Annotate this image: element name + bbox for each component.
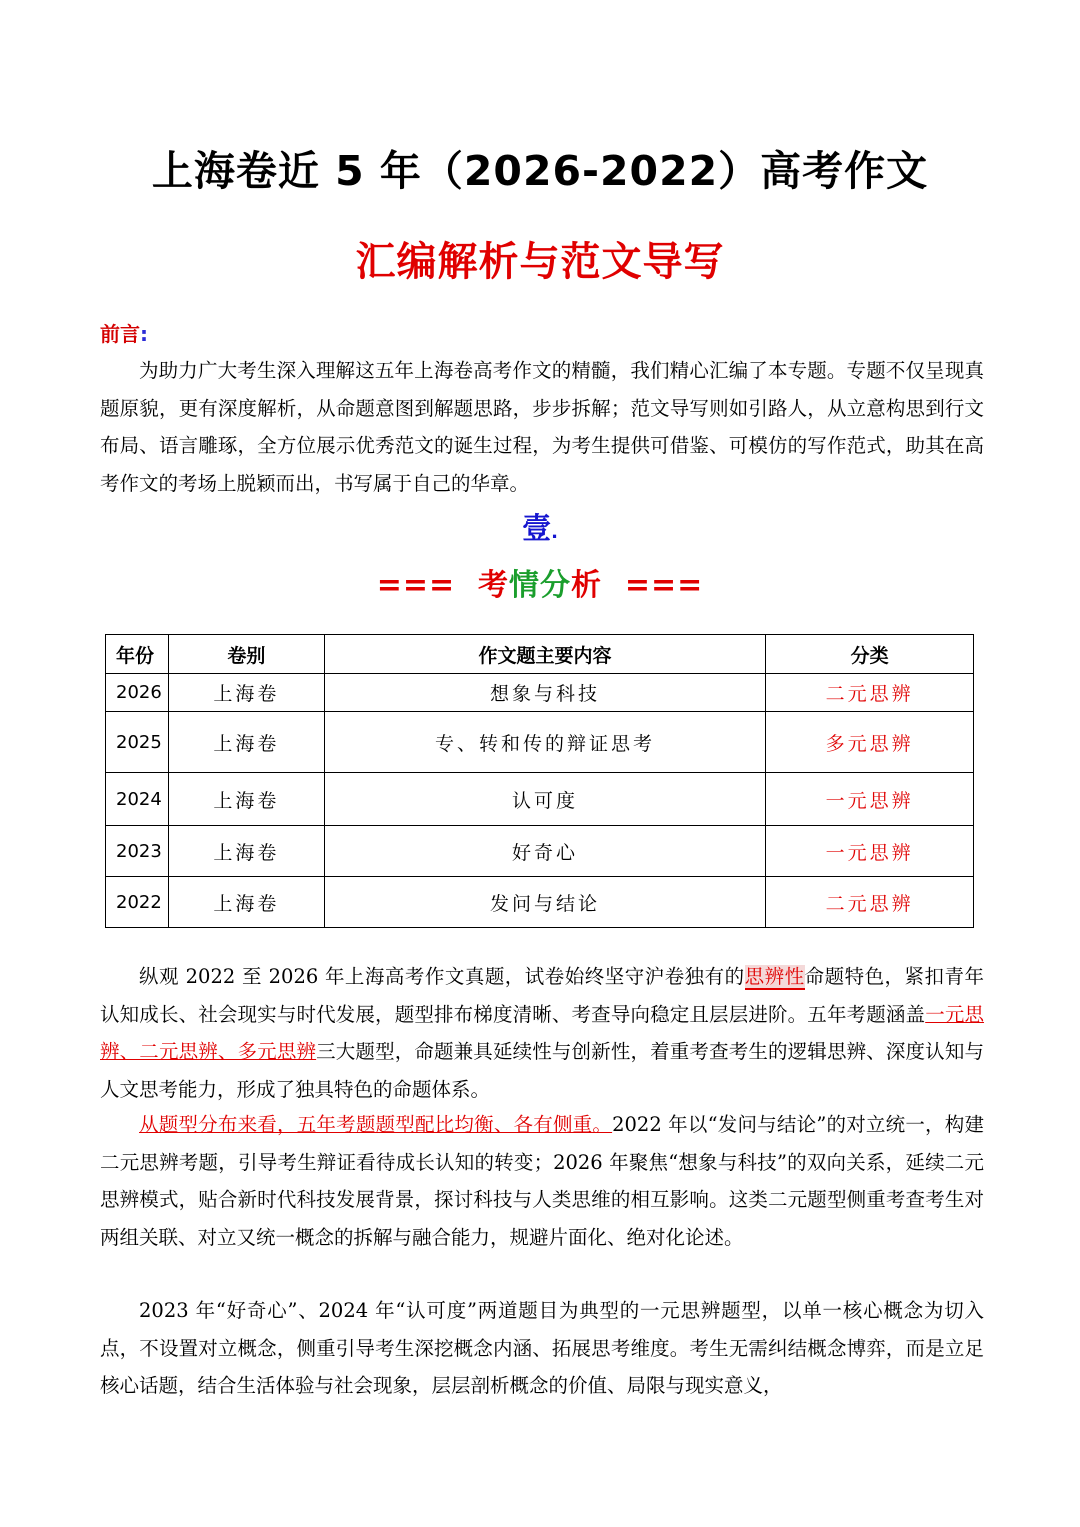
- preface-paragraph: 为助力广大考生深入理解这五年上海卷高考作文的精髓，我们精心汇编了本专题。专题不仅呈现真题原貌，更有深度解析，从命题意图到解题思路，步步拆解；范文导写则如引路人，从立意构思到行文布局、语言雕琢，全方位展示优秀范文的诞生过程，为考生提供可借鉴、可模仿的写作范式，助其在高考作文的考场上脱颖而出，书写属于自己的华章。: [100, 359, 984, 495]
- table-row: [106, 877, 974, 928]
- cell-category: 一元思辨: [766, 773, 974, 826]
- preface-label-text: 前言: [100, 322, 140, 346]
- cell-category: 二元思辨: [766, 674, 974, 712]
- analysis-p2-text: 2022 年以“发问与结论”的对立统一，构建二元思辨考题，引导考生辩证看待成长认知的转变；2026 年聚焦“想象与科技”的双向关系，延续二元思辨模式，贴合新时代科技发展背景，探讨科技与人类思维的相互影响。这类二元题型侧重考查考生对两组关联、对立又统一概念的拆解与融合能力，规避片面化、绝对化论述。: [100, 1113, 984, 1249]
- cell-year: 2023: [106, 826, 169, 877]
- analysis-p1-text-a: 纵观 2022 至 2026 年上海高考作文真题，试卷始终坚守沪卷独有的: [139, 965, 745, 988]
- cell-category: 多元思辨: [766, 712, 974, 773]
- cell-paper: 上海卷: [168, 826, 324, 877]
- section-heading-char-1: 考: [478, 568, 509, 603]
- underlined-question-types: 一元思辨、二元思辨、多元思辨: [100, 1002, 984, 1063]
- cell-content: 专、转和传的辩证思考: [324, 712, 765, 773]
- section-heading-char-2: 情: [509, 568, 540, 603]
- cell-year: 2026: [106, 674, 169, 712]
- cell-paper: 上海卷: [168, 712, 324, 773]
- analysis-paragraph-2: [100, 1106, 984, 1256]
- section-heading-prefix: ===: [376, 568, 456, 603]
- analysis-paragraph-3: 2023 年“好奇心”、2024 年“认可度”两道题目为典型的一元思辨题型，以单一核心概念为切入点，不设置对立概念，侧重引导考生深挖概念内涵、拓展思考维度。考生无需纠结概念博弈，而是立足核心话题，结合生活体验与社会现象，层层剖析概念的价值、局限与现实意义，: [100, 1299, 984, 1397]
- document-subtitle: 汇编解析与范文导写: [355, 239, 725, 285]
- cell-category: 二元思辨: [766, 877, 974, 928]
- section-numeral-dot: .: [551, 522, 558, 543]
- table-header-row: [106, 635, 974, 674]
- table-row: [106, 773, 974, 826]
- cell-category: 一元思辨: [766, 826, 974, 877]
- cell-content: 发问与结论: [324, 877, 765, 928]
- analysis-p1-text-c: 三大题型，命题兼具延续性与创新性，着重考查考生的逻辑思辨、深度认知与人文思考能力，形成了独具特色的命题体系。: [100, 1040, 984, 1101]
- preface-colon: :: [140, 322, 148, 346]
- section-heading: [0, 560, 1080, 604]
- table-row: [106, 674, 974, 712]
- cell-year: 2025: [106, 712, 169, 773]
- table-row: [106, 826, 974, 877]
- exam-table: [105, 634, 974, 928]
- cell-paper: 上海卷: [168, 674, 324, 712]
- header-category: 分类: [766, 635, 974, 674]
- section-heading-char-4: 析: [571, 568, 602, 603]
- document-title: 上海卷近 5 年（2026-2022）高考作文: [151, 147, 929, 195]
- cell-content: 认可度: [324, 773, 765, 826]
- underlined-distribution-sentence: 从题型分布来看，五年考题题型配比均衡、各有侧重。: [139, 1113, 613, 1136]
- section-numeral: [0, 506, 1080, 547]
- section-heading-suffix: ===: [624, 568, 704, 603]
- header-content: 作文题主要内容: [324, 635, 765, 674]
- header-year: 年份: [106, 635, 169, 674]
- cell-year: 2024: [106, 773, 169, 826]
- analysis-p1-text-b: 命题特色，紧扣青年认知成长、社会现实与时代发展，题型排布梯度清晰、考查导向稳定且层层进阶。五年考题涵盖: [100, 965, 984, 1026]
- cell-year: 2022: [106, 877, 169, 928]
- highlight-sibianxing: 思辨性: [744, 965, 805, 988]
- cell-content: 好奇心: [324, 826, 765, 877]
- preface-label: [100, 318, 148, 347]
- section-numeral-text: 壹: [522, 511, 552, 545]
- section-heading-char-3: 分: [540, 568, 571, 603]
- cell-paper: 上海卷: [168, 877, 324, 928]
- table-row: [106, 712, 974, 773]
- cell-paper: 上海卷: [168, 773, 324, 826]
- header-paper: 卷别: [168, 635, 324, 674]
- analysis-paragraph-1: [100, 958, 984, 1108]
- cell-content: 想象与科技: [324, 674, 765, 712]
